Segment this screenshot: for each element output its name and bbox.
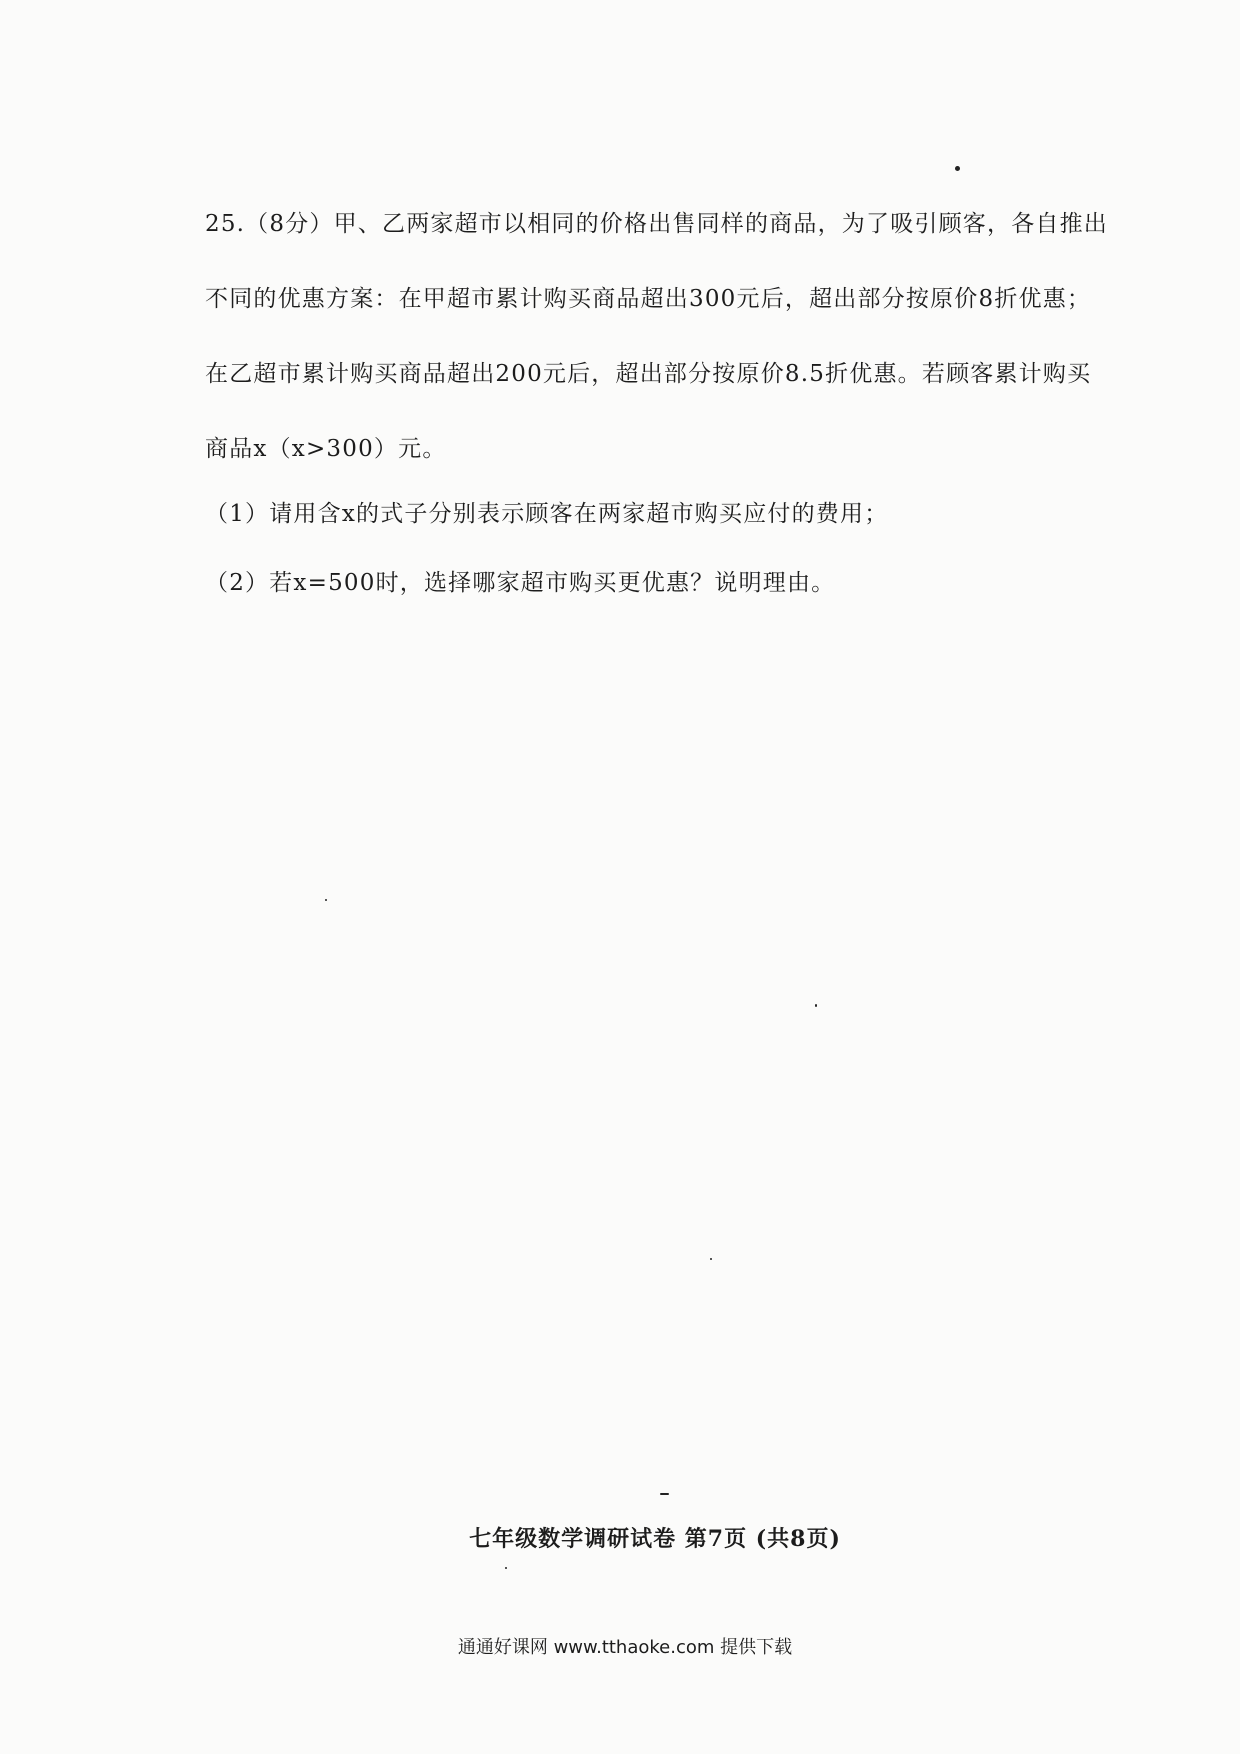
question-part-1: （1）请用含x的式子分别表示顾客在两家超市购买应付的费用；: [205, 501, 889, 527]
scan-speck: [955, 166, 960, 171]
scan-speck: [325, 899, 327, 901]
question-stem: [205, 211, 1109, 462]
scan-speck: [660, 1493, 669, 1495]
scan-speck: [815, 1004, 817, 1007]
question-line: 25.（8分）甲、乙两家超市以相同的价格出售同样的商品，为了吸引顾客，各自推出: [205, 211, 1109, 237]
question-25: [205, 211, 1109, 596]
question-line: 在乙超市累计购买商品超出200元后，超出部分按原价8.5折优惠。若顾客累计购买: [205, 361, 1092, 387]
question-part-2: （2）若x=500时，选择哪家超市购买更优惠？说明理由。: [205, 570, 836, 596]
page-footer: 七年级数学调研试卷 第7页 (共8页): [469, 1526, 841, 1552]
scan-speck: [710, 1258, 712, 1260]
question-line: 商品x（x>300）元。: [205, 436, 447, 462]
question-line: 不同的优惠方案：在甲超市累计购买商品超出300元后，超出部分按原价8折优惠；: [205, 286, 1092, 312]
scan-speck: [505, 1567, 507, 1569]
download-source-note: 通通好课网 www.tthaoke.com 提供下载: [457, 1637, 793, 1658]
